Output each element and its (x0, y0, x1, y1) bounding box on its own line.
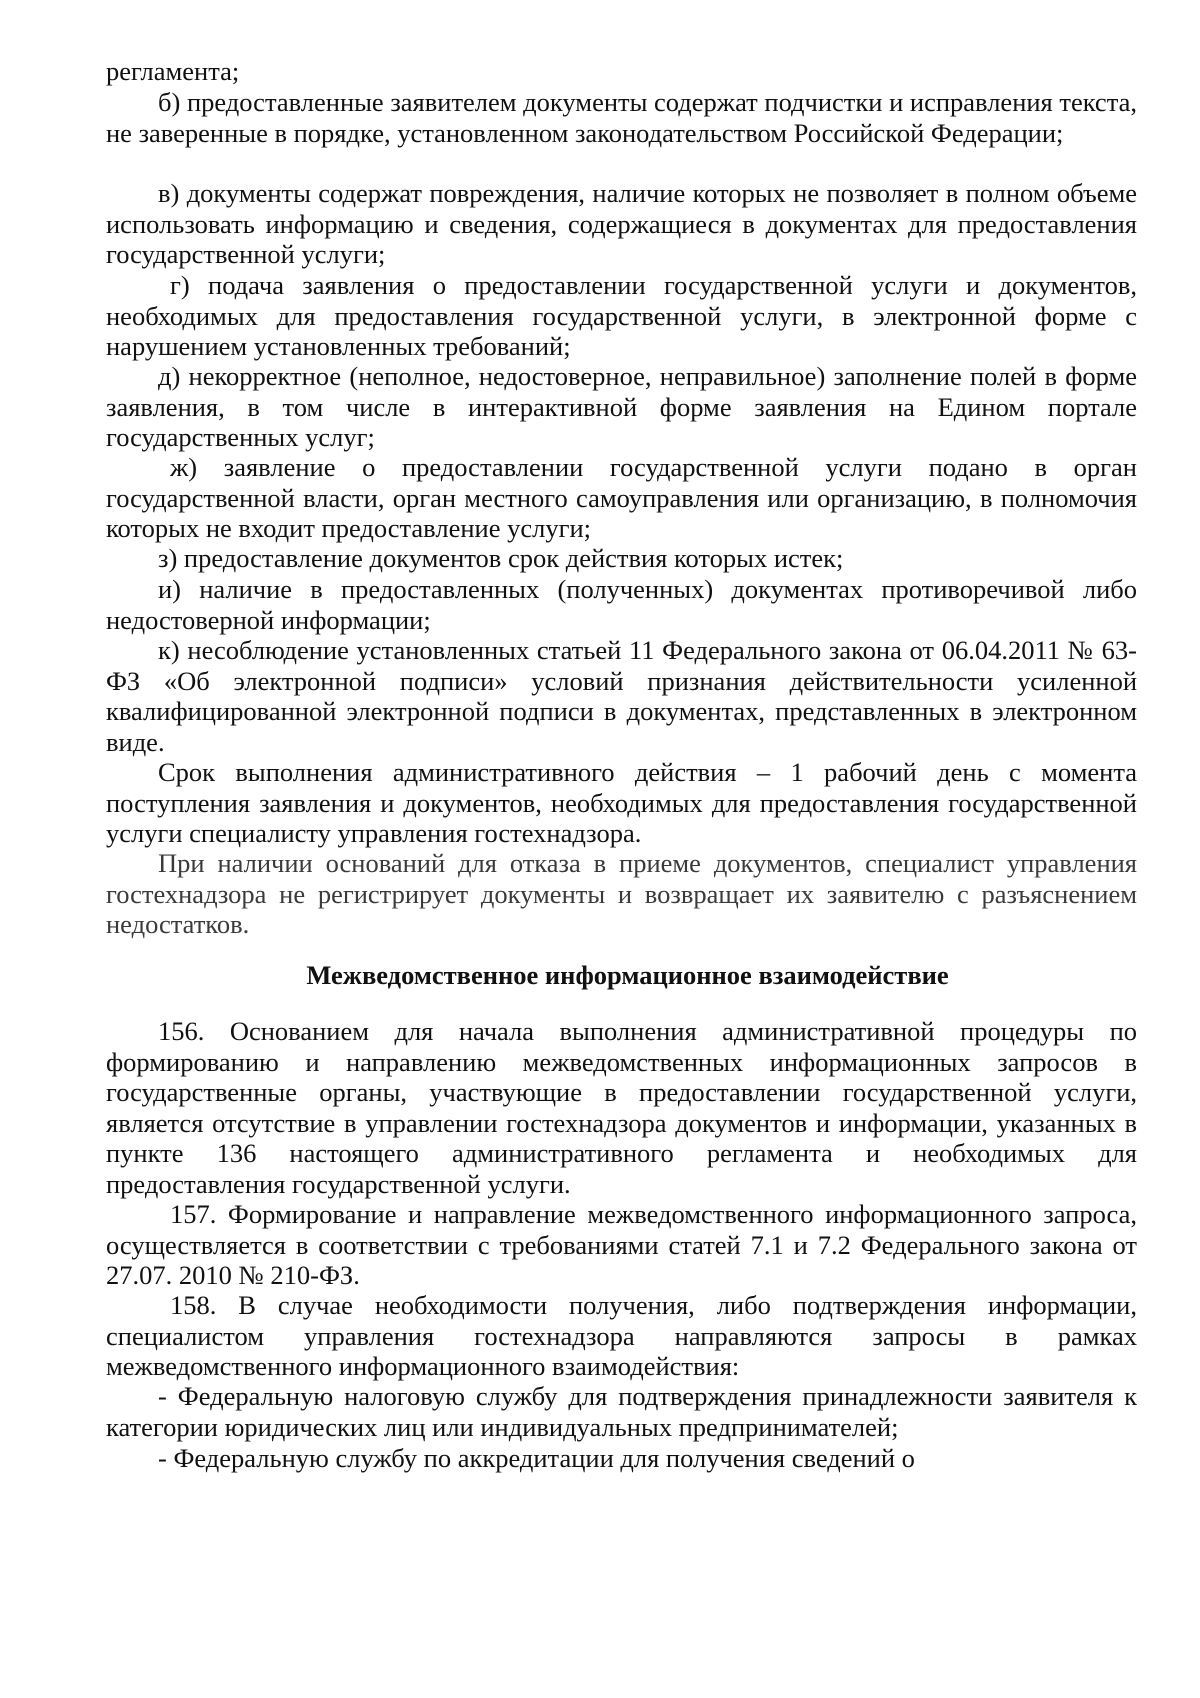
paragraph-157: 157. Формирование и направление межведомственного информационного запроса, осуществляется в соответствии с требованиями статей 7.1 и 7.2 Федерального закона от 27.07. 2010 № 210-ФЗ. (106, 1199, 1137, 1290)
list-item-accreditation-service: - Федеральную службу по аккредитации для получения сведений о (158, 1443, 915, 1473)
paragraph-refusal: При наличии оснований для отказа в приеме документов, специалист управления гостехнадзора не регистрирует документы и возвращает их заявителю с разъяснением недостатков. (106, 848, 1137, 939)
paragraph-158: 158. В случае необходимости получения, либо подтверждения информации, специалистом управления гостехнадзора направляются запросы в рамках межведомственного информационного взаимодействия: (106, 1290, 1137, 1381)
list-item-tax-service: - Федеральную налоговую службу для подтверждения принадлежности заявителя к категории юридических лиц или индивидуальных предпринимателей; (106, 1381, 1137, 1442)
paragraph-item-zh: ж) заявление о предоставлении государственной услуги подано в орган государственной власти, орган местного самоуправления или организацию, в полномочия которых не входит предоставление услуги; (106, 452, 1137, 543)
paragraph-item-g: г) подача заявления о предоставлении государственной услуги и документов, необходимых для предоставления государственной услуги, в электронной форме с нарушением установленных требований; (106, 270, 1137, 361)
paragraph-item-i: и) наличие в предоставленных (полученных) документах противоречивой либо недостоверной информации; (106, 574, 1137, 635)
paragraph-item-v: в) документы содержат повреждения, наличие которых не позволяет в полном объеме использовать информацию и сведения, содержащиеся в документах для предоставления государственной услуги; (106, 178, 1137, 269)
paragraph-item-k: к) несоблюдение установленных статьей 11 Федерального закона от 06.04.2011 № 63-ФЗ «Об электронной подписи» условий признания действительности усиленной квалифицированной электронной подписи в документах, представленных в электронном виде. (106, 635, 1137, 757)
paragraph-item-z: з) предоставление документов срок действия которых истек; (158, 543, 844, 573)
paragraph-deadline: Срок выполнения административного действия – 1 рабочий день с момента поступления заявления и документов, необходимых для предоставления государственной услуги специалисту управления гостехнадзора. (106, 757, 1137, 848)
section-heading: Межведомственное информационное взаимодействие (306, 960, 949, 990)
paragraph-item-d: д) некорректное (неполное, недостоверное, неправильное) заполнение полей в форме заявления, в том числе в интерактивной форме заявления на Едином портале государственных услуг; (106, 361, 1137, 452)
paragraph-continuation: регламента; (106, 56, 240, 86)
paragraph-item-b: б) предоставленные заявителем документы содержат подчистки и исправления текста, не заверенные в порядке, установленном законодательством Российской Федерации; (106, 87, 1137, 148)
paragraph-156: 156. Основанием для начала выполнения административной процедуры по формированию и направлению межведомственных информационных запросов в государственные органы, участвующие в предоставлении государственной услуги, является отсутствие в управлении гостехнадзора документов и информации, указанных в пункте 136 настоящего административного регламента и необходимых для предоставления государственной услуги. (106, 1016, 1137, 1199)
